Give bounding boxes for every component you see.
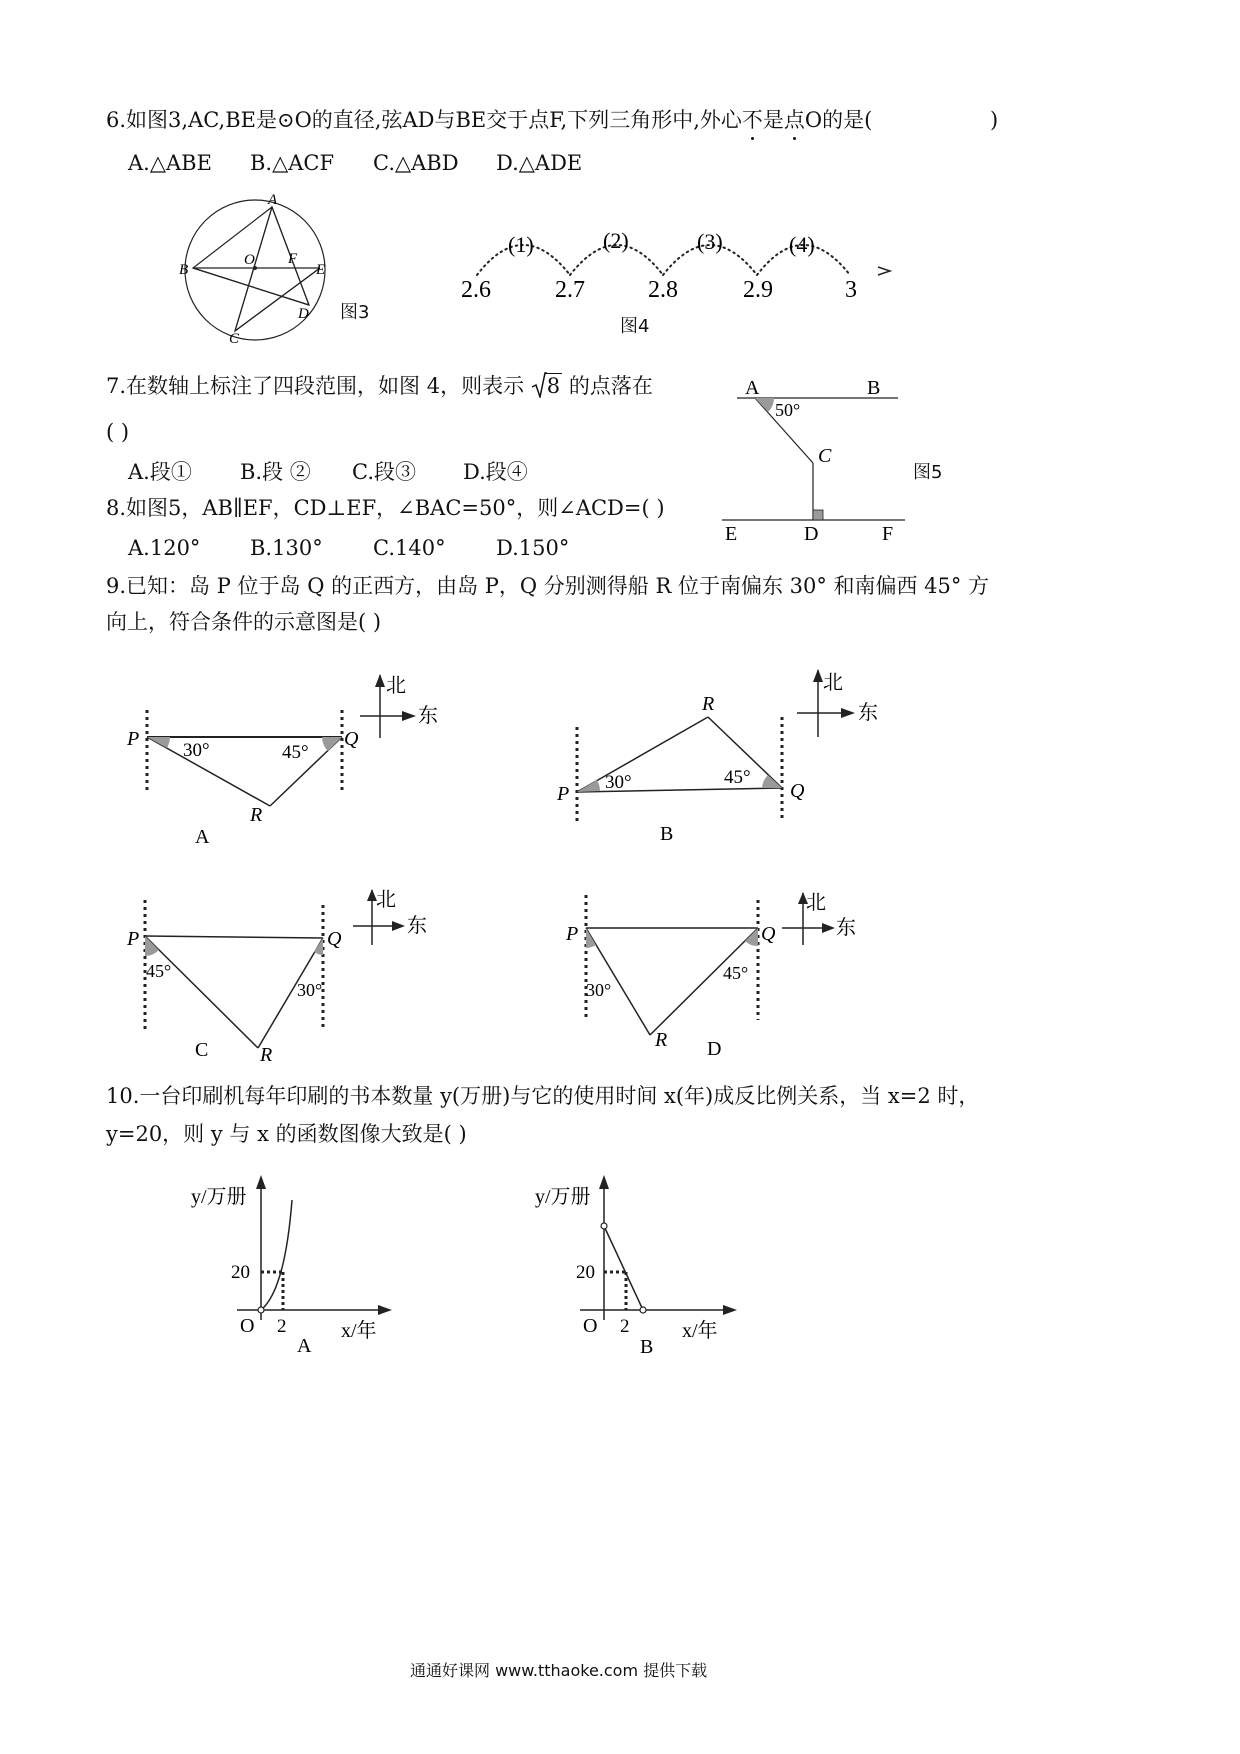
emphasis-point: 点 (783, 108, 805, 132)
radical-sign-icon (531, 372, 547, 398)
q7-option-d: D.段④ (463, 460, 528, 484)
point-r-b: R (702, 693, 715, 715)
q9-line1: 9.已知：岛 P 位于岛 Q 的正西方，由岛 P，Q 分别测得船 R 位于南偏东 30° 和南偏西 45° 方 (106, 574, 990, 598)
point-q-b: Q (790, 780, 805, 802)
q6-option-d: D.△ADE (496, 151, 583, 175)
q8-option-a: A.120° (128, 536, 201, 560)
page-footer: 通通好课网 www.tthaoke.com 提供下载 (410, 1661, 708, 1680)
graph-a-label: A (297, 1335, 312, 1357)
fig4-tick-3: 2.8 (648, 277, 678, 303)
fig4-caption: 图4 (620, 316, 650, 337)
q6-stem: 6.如图3,AC,BE是⊙O的直径,弦AD与BE交于点F,下列三角形中,外心不是点O的是( (106, 108, 873, 132)
graph-b-x-tick: 2 (620, 1316, 630, 1337)
angle-q-a: 45° (282, 742, 309, 763)
fig4-tick-5: 3 (845, 277, 857, 303)
q8-stem: 8.如图5，AB∥EF，CD⊥EF，∠BAC=50°，则∠ACD=( ) (106, 496, 665, 520)
fig5-angle-label: 50° (775, 400, 801, 420)
point-r-a: R (250, 804, 263, 826)
q9-line2: 向上，符合条件的示意图是( ) (106, 610, 382, 634)
figure-3-circle (160, 180, 400, 350)
fig3-label-d: D (298, 306, 309, 322)
q8-option-d: D.150° (496, 536, 570, 560)
q9-diagram-c (120, 880, 440, 1065)
point-p-a: P (127, 728, 140, 750)
fig3-label-o: O (244, 252, 255, 268)
q6-option-b: B.△ACF (250, 151, 335, 175)
angle-p-b: 30° (605, 772, 632, 793)
fig5-label-d: D (804, 523, 819, 545)
compass-east-a: 东 (418, 705, 438, 727)
angle-p-d: 30° (586, 980, 612, 1000)
point-r-c: R (260, 1044, 273, 1066)
compass-north-c: 北 (376, 889, 396, 911)
q10-line2: y=20，则 y 与 x 的函数图像大致是( ) (106, 1122, 467, 1146)
point-r-d: R (655, 1029, 668, 1051)
q7-option-a: A.段① (128, 460, 192, 484)
figure-5-parallel-lines (720, 370, 920, 550)
graph-a-origin: O (240, 1315, 255, 1337)
fig4-seg-4: (4) (789, 232, 815, 257)
compass-north-d: 北 (806, 892, 826, 914)
diagram-label-d: D (707, 1038, 722, 1060)
angle-q-b: 45° (724, 767, 751, 788)
graph-a-x-label: x/年 (341, 1320, 377, 1342)
q6-paren-close: ) (990, 108, 999, 132)
fig5-label-c: C (818, 445, 832, 467)
fig4-tick-1: 2.6 (461, 277, 491, 303)
q7-option-b: B.段 ② (240, 460, 311, 484)
fig3-label-a: A (268, 192, 278, 208)
q8-option-b: B.130° (250, 536, 323, 560)
q7-stem: 7.在数轴上标注了四段范围，如图 4，则表示 8 的点落在 (106, 374, 653, 398)
point-q-d: Q (761, 923, 776, 945)
graph-b-x-label: x/年 (682, 1320, 718, 1342)
sqrt-symbol: 8 (531, 376, 562, 397)
q10-line1: 10.一台印刷机每年印刷的书本数量 y(万册)与它的使用时间 x(年)成反比例关系，当 x=2 时， (106, 1084, 980, 1108)
point-q-a: Q (344, 728, 359, 750)
q10-graph-b (530, 1170, 760, 1360)
fig5-label-a: A (745, 377, 760, 399)
q9-diagram-b (550, 665, 890, 850)
q7-paren: ( ) (106, 420, 130, 444)
graph-b-y-tick: 20 (576, 1262, 595, 1283)
fig3-label-e: E (316, 262, 326, 278)
figure-4-number-line (460, 225, 900, 305)
fig4-seg-1: (1) (508, 232, 534, 257)
fig3-label-f: F (288, 251, 298, 267)
fig4-seg-2: (2) (603, 228, 629, 253)
q7-option-c: C.段③ (352, 460, 416, 484)
compass-north-b: 北 (823, 672, 843, 694)
diagram-label-a: A (195, 826, 210, 848)
graph-b-y-label: y/万册 (535, 1186, 591, 1208)
q6-option-c: C.△ABD (373, 151, 459, 175)
fig5-label-f: F (882, 523, 894, 545)
fig5-label-b: B (867, 377, 881, 399)
graph-b-origin: O (583, 1315, 598, 1337)
graph-a-y-tick: 20 (231, 1262, 250, 1283)
compass-east-c: 东 (407, 915, 427, 937)
graph-a-y-label: y/万册 (191, 1186, 247, 1208)
fig3-caption: 图3 (340, 302, 370, 323)
q8-option-c: C.140° (373, 536, 446, 560)
point-q-c: Q (327, 928, 342, 950)
fig5-caption: 图5 (913, 462, 943, 483)
fig3-label-c: C (229, 331, 240, 347)
emphasis-not: 不 (741, 108, 763, 132)
point-p-d: P (566, 923, 579, 945)
compass-east-d: 东 (836, 917, 856, 939)
fig4-seg-3: (3) (697, 229, 723, 254)
angle-q-c: 30° (297, 980, 323, 1000)
q9-diagram-a (120, 670, 450, 850)
fig4-tick-4: 2.9 (743, 277, 773, 303)
diagram-label-b: B (660, 823, 674, 845)
point-p-b: P (557, 783, 570, 805)
fig3-label-b: B (179, 262, 189, 278)
fig5-label-e: E (725, 523, 738, 545)
point-p-c: P (127, 928, 140, 950)
q9-diagram-d (560, 880, 880, 1065)
angle-p-c: 45° (146, 961, 172, 981)
angle-q-d: 45° (723, 963, 749, 983)
fig4-tick-2: 2.7 (555, 277, 585, 303)
diagram-label-c: C (195, 1039, 209, 1061)
q10-graph-a (180, 1170, 410, 1360)
graph-a-x-tick: 2 (277, 1316, 287, 1337)
q6-option-a: A.△ABE (128, 151, 212, 175)
graph-b-label: B (640, 1336, 654, 1358)
compass-east-b: 东 (858, 702, 878, 724)
compass-north-a: 北 (386, 675, 406, 697)
angle-p-a: 30° (183, 740, 210, 761)
